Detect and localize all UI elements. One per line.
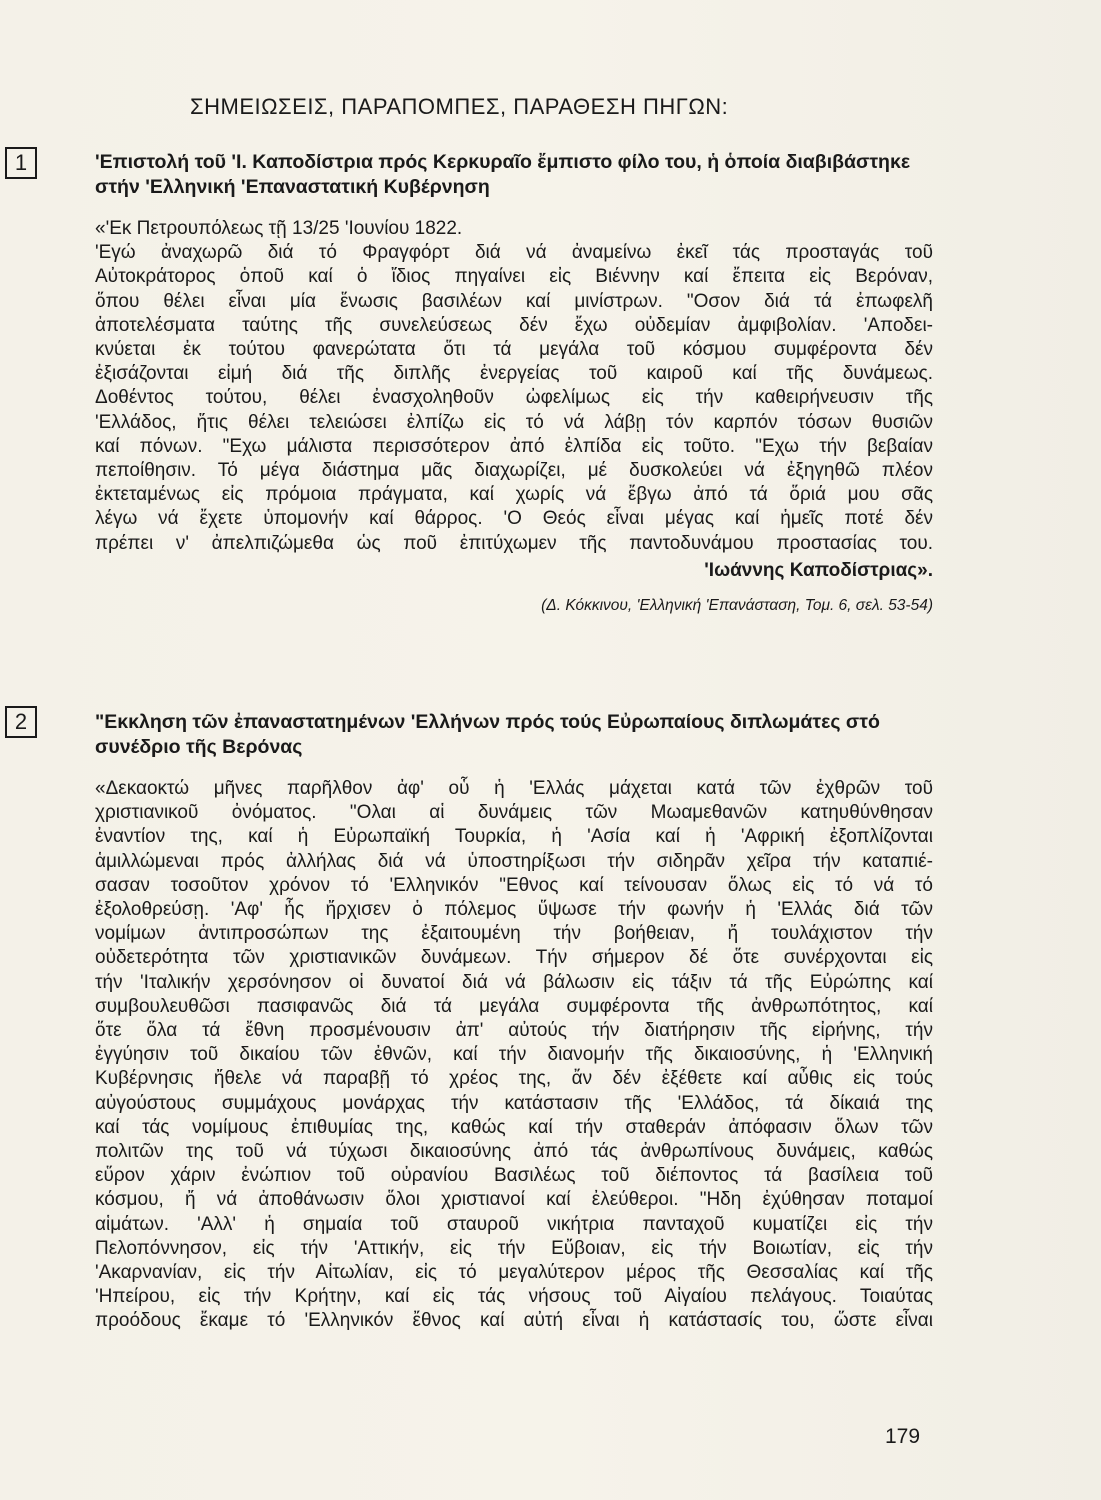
text-line: Κυβέρνησις ἤθελε νά παραβῇ τό χρέος της, ἄν δέν ἐξέθετε καί αὖθις εἰς τούς: [95, 1068, 933, 1090]
text-line: προόδους ἔκαμε τό 'Ελληνικόν ἔθνος καί αὐτή εἶναι ἡ κατάστασίς του, ὥστε εἶναι: [95, 1310, 933, 1332]
paragraph-lines: [95, 241, 933, 556]
note-section-2: [95, 710, 933, 1334]
text-line: τήν 'Ιταλικήν χερσόνησον οἱ δυνατοί διά νά βάλωσιν εἰς τάξιν τά τῆς Εὐρώπης καί: [95, 971, 933, 993]
text-line: ἐγγύησιν τοῦ δικαίου τῶν ἐθνῶν, καί τήν διανομήν τῆς δικαιοσύνης, ἡ 'Ελληνική: [95, 1044, 933, 1066]
text-line: 'Ακαρνανίαν, εἰς τήν Αἰτωλίαν, εἰς τό μεγαλύτερον μέρος τῆς Θεσσαλίας καί τῆς: [95, 1262, 933, 1284]
text-line: κόσμου, ἤ νά ἀποθάνωσιν ὅλοι χριστιανοί καί ἐλεύθεροι. "Ηδη ἐχύθησαν ποταμοί: [95, 1189, 933, 1211]
page-heading: ΣΗΜΕΙΩΣΕΙΣ, ΠΑΡΑΠΟΜΠΕΣ, ΠΑΡΑΘΕΣΗ ΠΗΓΩΝ:: [190, 94, 729, 119]
text-line: νομίμων ἀντιπροσώπων της ἐξαιτουμένη τήν βοήθειαν, ἤ τουλάχιστον τήν: [95, 923, 933, 945]
text-line: χριστιανικοῦ ὀνόματος. "Ολαι αἱ δυνάμεις τῶν Μωαμεθανῶν κατηυθύνθησαν: [95, 802, 933, 824]
text-line: λέγω νά ἔχετε ὑπομονήν καί θάρρος. 'Ο Θεός εἶναι μέγας καί ἡμεῖς ποτέ δέν: [95, 508, 933, 530]
text-line: «Δεκαοκτώ μῆνες παρῆλθον ἀφ' οὗ ἡ 'Ελλάς μάχεται κατά τῶν ἐχθρῶν τοῦ: [95, 778, 933, 799]
text-line: πρέπει ν' ἀπελπιζώμεθα ὡς ποῦ ἐπιτύχωμεν τῆς παντοδυνάμου προστασίας του.: [95, 532, 933, 554]
text-line: συμβουλευθῶσι πασιφανῶς διά τά μεγάλα συμφέροντα τῆς ἀνθρωπότητος, καί: [95, 995, 933, 1017]
text-line: ἀποτελέσματα ταύτης τῆς συνελεύσεως δέν ἔχω οὐδεμίαν ἀμφιβολίαν. 'Αποδει-: [95, 314, 933, 336]
text-line: πεποίθησιν. Τό μέγα διάστημα μᾶς διαχωρίζει, μέ δυσκολεύει νά ἐξηγηθῶ πλέον: [95, 460, 933, 482]
text-line: αἱμάτων. 'Αλλ' ἡ σημαία τοῦ σταυροῦ νικήτρια πανταχοῦ κυματίζει εἰς τήν: [95, 1213, 933, 1235]
text-line: 'Ηπείρου, εἰς τήν Κρήτην, καί εἰς τάς νήσους τοῦ Αἰγαίου πελάγους. Τοιαύτας: [95, 1286, 933, 1308]
text-line: πολιτῶν της τοῦ νά τύχωσι δικαιοσύνης ἀπό τάς ἀνθρωπίνους δυνάμεις, καθώς: [95, 1141, 933, 1163]
note-section-1: [95, 150, 933, 615]
text-line: ἐκτεταμένως εἰς πρόμοια πράγματα, καί χωρίς νά ἔβγω ἀπό τά ὅριά μου σᾶς: [95, 484, 933, 506]
note-body: [95, 777, 933, 1334]
text-line: ἐξολοθρεύσῃ. 'Αφ' ἧς ἤρχισεν ὁ πόλεμος ὕψωσε τήν φωνήν ἡ 'Ελλάς διά τῶν: [95, 899, 933, 921]
signature: 'Ιωάννης Καποδίστριας».: [704, 559, 933, 581]
text-line: εὕρον χάριν ἐνώπιον τοῦ οὐρανίου Βασιλέως τοῦ διέποντος τά βασίλεια τοῦ: [95, 1165, 933, 1187]
text-line: 'Εγώ ἀναχωρῶ διά τό Φραγφόρτ διά νά ἀναμείνω ἐκεῖ τάς προσταγάς τοῦ: [95, 242, 933, 264]
text-line: ὅτε ὅλα τά ἔθνη προσμένουσιν ἀπ' αὐτούς τήν διατήρησιν τῆς εἰρήνης, τήν: [95, 1020, 933, 1042]
text-line: ὅπου θέλει εἶναι μία ἕνωσις βασιλέων καί μινίστρων. "Οσον διά τά ἐπωφελῆ: [95, 290, 933, 312]
text-line: ἐναντίον της, καί ἡ Εὐρωπαϊκή Τουρκία, ἡ 'Ασία καί ἡ 'Αφρική ἐξοπλίζονται: [95, 826, 933, 848]
text-line: Αὐτοκράτορος ὁποῦ καί ὁ ἴδιος πηγαίνει εἰς Βιέννην καί ἔπειτα εἰς Βερόναν,: [95, 266, 933, 288]
text-line: καί τάς νομίμους ἐπιθυμίας της, καθώς καί τήν σταθεράν ἀπόφασιν ὅλων τῶν: [95, 1116, 933, 1138]
page-number: 179: [885, 1425, 921, 1448]
text-line: ἐξισάζονται εἰμή διά τῆς διπλῆς ἐνεργείας τοῦ καιροῦ καί τῆς δυνάμεως.: [95, 363, 933, 385]
text-line: οὐδετερότητα τῶν χριστιανικῶν δυνάμεων. Τήν σήμερον δέ ὅτε συνέρχονται εἰς: [95, 947, 933, 969]
note-title: "Εκκληση τῶν ἐπαναστατημένων 'Ελλήνων πρός τούς Εὐρωπαίους διπλωμάτες στό συνέδριο τῆς Βερόνας: [95, 711, 880, 758]
note-body: [95, 217, 933, 556]
text-line: 'Ελλάδος, ἥτις θέλει τελειώσει ἐλπίζω εἰς τό νά λάβῃ τόν καρπόν τόσων θυσιῶν: [95, 411, 933, 433]
text-line: ἁμιλλώμεναι πρός ἀλλήλας διά νά ὑποστηρίξωσι τήν σιδηρᾶν χεῖρα τήν καταπιέ-: [95, 850, 933, 872]
note-number-2: 2: [5, 706, 37, 738]
text-line: καί πόνων. "Εχω μάλιστα περισσότερον ἀπό ἐλπίδα εἰς τοῦτο. "Εχω τήν βεβαίαν: [95, 435, 933, 457]
text-line: σασαν τοσοῦτον χρόνον τό 'Ελληνικόν "Εθνος καί τείνουσαν ὅλως εἰς τό νά τό: [95, 874, 933, 896]
paragraph-lines: [95, 777, 933, 1334]
note-number-1: 1: [5, 147, 37, 179]
text-line: Δοθέντος τούτου, θέλει ἐνασχοληθοῦν ὠφελίμως εἰς τήν καθειρήνευσιν τῆς: [95, 387, 933, 409]
citation: (Δ. Κόκκινου, 'Ελληνική 'Επανάσταση, Τομ. 6, σελ. 53-54): [541, 596, 933, 614]
text-line: αὐγούστους συμμάχους μονάρχας τήν κατάστασιν τῆς 'Ελλάδος, τά δίκαιά της: [95, 1092, 933, 1114]
note-title: 'Επιστολή τοῦ 'Ι. Καποδίστρια πρός Κερκυραῖο ἔμπιστο φίλο του, ἡ ὁποία διαβιβάστηκε στήν 'Ελληνική 'Επαναστατική Κυβέρνηση: [95, 151, 911, 198]
text-line: Πελοπόννησον, εἰς τήν 'Αττικήν, εἰς τήν Εὔβοιαν, εἰς τήν Βοιωτίαν, εἰς τήν: [95, 1237, 933, 1259]
text-line: κνύεται ἐκ τούτου φανερώτατα ὅτι τά μεγάλα τοῦ κόσμου συμφέροντα δέν: [95, 339, 933, 361]
date-line: «'Εκ Πετρουπόλεως τῇ 13/25 'Ιουνίου 1822.: [95, 218, 463, 239]
